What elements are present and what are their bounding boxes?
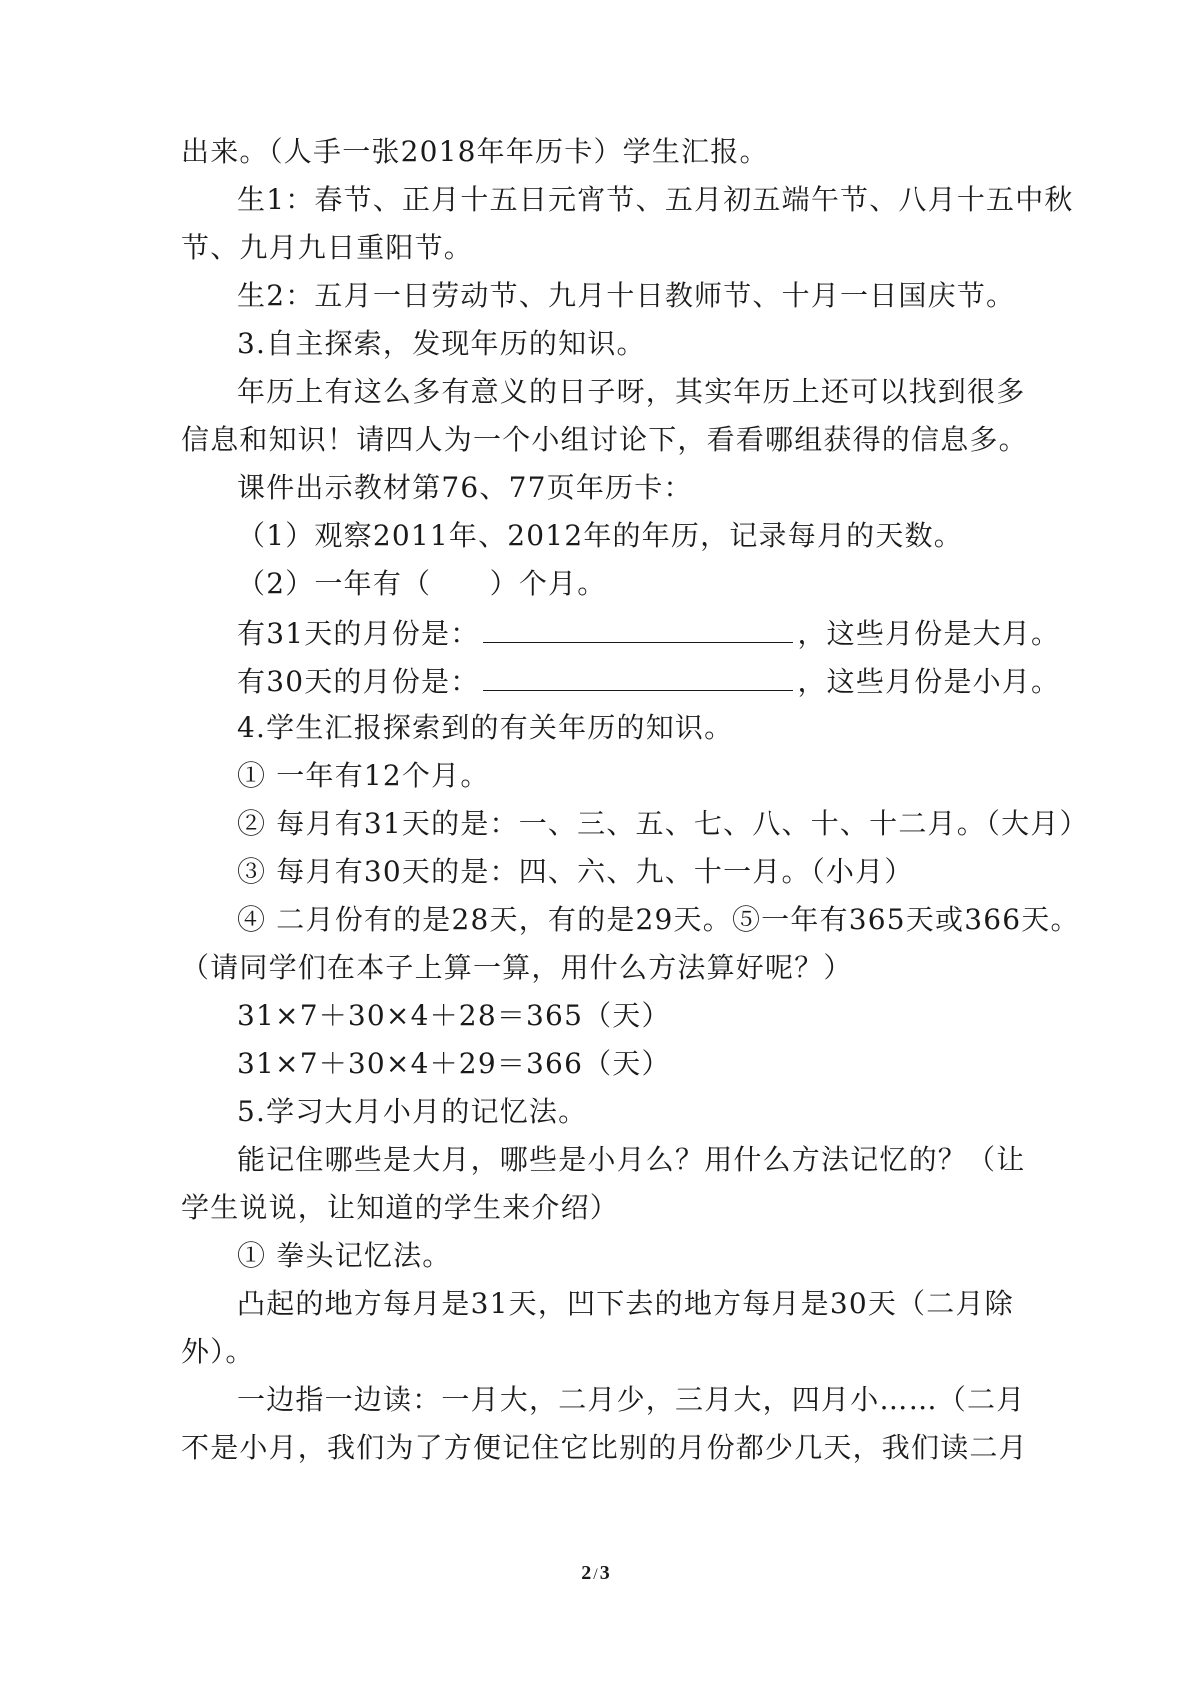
paragraph-line: 信息和知识！请四人为一个小组讨论下，看看哪组获得的信息多。 <box>181 423 1028 456</box>
fill-prefix: 有30天的月份是： <box>237 665 480 698</box>
paragraph-line: 能记住哪些是大月，哪些是小月么？用什么方法记忆的？（让 <box>237 1143 1026 1176</box>
section-heading: 3.自主探索，发现年历的知识。 <box>237 327 646 360</box>
list-item: ① 一年有12个月。 <box>237 759 490 792</box>
section-heading: 4.学生汇报探索到的有关年历的知识。 <box>237 711 734 744</box>
total-pages: 3 <box>599 1562 610 1584</box>
equation-line: 31×7＋30×4＋28＝365（天） <box>237 999 671 1032</box>
paragraph-line: 生2：五月一日劳动节、九月十日教师节、十月一日国庆节。 <box>237 279 1016 312</box>
paragraph-line: 外）。 <box>181 1335 255 1368</box>
answer-blank <box>483 660 793 691</box>
paragraph-line: （请同学们在本子上算一算，用什么方法算好呢？） <box>181 951 853 984</box>
fill-prefix: 有31天的月份是： <box>237 617 480 650</box>
list-item: ③ 每月有30天的是：四、六、九、十一月。（小月） <box>237 855 914 888</box>
question-line: （2）一年有（ ）个月。 <box>237 567 607 600</box>
paragraph-line: 课件出示教材第76、77页年历卡： <box>237 471 693 504</box>
paragraph-line: 一边指一边读：一月大，二月少，三月大，四月小……（二月 <box>237 1383 1026 1416</box>
page-number <box>0 1562 1191 1585</box>
current-page: 2 <box>581 1562 592 1584</box>
list-item: ① 拳头记忆法。 <box>237 1239 452 1272</box>
fill-in-line-30 <box>237 660 1060 702</box>
paragraph-line: 学生说说，让知道的学生来介绍） <box>181 1191 620 1224</box>
list-item: ② 每月有31天的是：一、三、五、七、八、十、十二月。（大月） <box>237 807 1089 840</box>
paragraph-line: 出来。（人手一张2018年年历卡）学生汇报。 <box>181 135 769 168</box>
paragraph-line: 不是小月，我们为了方便记住它比别的月份都少几天，我们读二月 <box>181 1431 1028 1464</box>
page-separator: / <box>593 1566 598 1583</box>
question-line: （1）观察2011年、2012年的年历，记录每月的天数。 <box>237 519 963 552</box>
list-item: ④ 二月份有的是28天，有的是29天。⑤一年有365天或366天。 <box>237 903 1080 936</box>
fill-in-line-31 <box>237 612 1060 654</box>
paragraph-line: 年历上有这么多有意义的日子呀，其实年历上还可以找到很多 <box>237 375 1026 408</box>
answer-blank <box>483 612 793 643</box>
fill-suffix: ，这些月份是小月。 <box>797 665 1061 698</box>
fill-suffix: ，这些月份是大月。 <box>797 617 1061 650</box>
equation-line: 31×7＋30×4＋29＝366（天） <box>237 1047 671 1080</box>
section-heading: 5.学习大月小月的记忆法。 <box>237 1095 588 1128</box>
paragraph-line: 凸起的地方每月是31天，凹下去的地方每月是30天（二月除 <box>237 1287 1014 1320</box>
paragraph-line: 生1：春节、正月十五日元宵节、五月初五端午节、八月十五中秋 <box>237 183 1074 216</box>
paragraph-line: 节、九月九日重阳节。 <box>181 231 474 264</box>
